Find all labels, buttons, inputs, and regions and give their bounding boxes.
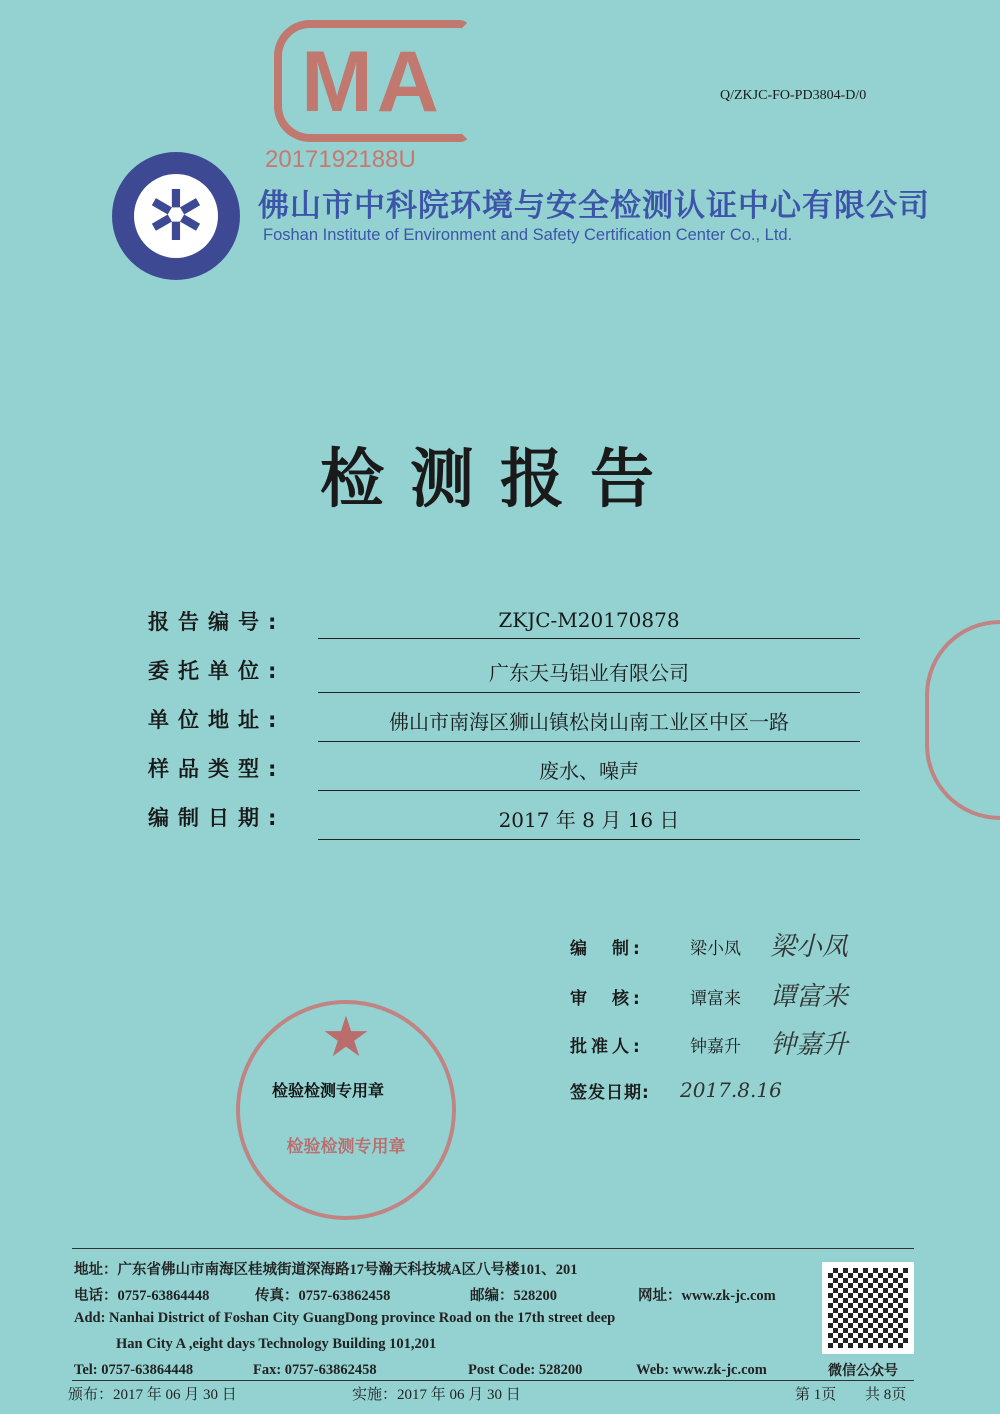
signature-label: 签发日期: <box>570 1083 650 1103</box>
qr-label: 微信公众号 <box>828 1364 898 1379</box>
field-date <box>148 802 860 842</box>
signature-reviewer <box>570 984 870 1014</box>
field-client <box>148 655 860 695</box>
field-label: 单位地址: <box>148 708 286 732</box>
footer-post-cn: 邮编：528200 <box>470 1288 557 1304</box>
official-stamp <box>236 1000 456 1220</box>
footer-address-en-1: Add: Nanhai District of Foshan City GuangDong province Road on the 17th street deep <box>74 1310 616 1326</box>
field-label: 编制日期: <box>148 806 286 830</box>
handwritten-signature: 2017.8.16 <box>680 1078 782 1102</box>
cma-mark: MA <box>274 20 470 142</box>
signature-label: 审 核: <box>570 989 644 1009</box>
footer-address-cn: 地址：广东省佛山市南海区桂城街道深海路17号瀚天科技城A区八号楼101、201 <box>74 1262 578 1278</box>
signature-label: 编 制: <box>570 939 644 959</box>
snowflake-icon: ✲ <box>134 174 218 258</box>
field-value: 废水、噪声 <box>318 755 860 791</box>
footer-post-en: Post Code: 528200 <box>468 1362 583 1378</box>
footer-web-en: Web: www.zk-jc.com <box>636 1362 767 1378</box>
field-value: 佛山市南海区狮山镇松岗山南工业区中区一路 <box>318 706 860 742</box>
handwritten-signature: 梁小凤 <box>770 932 849 962</box>
cma-number: 2017192188U <box>265 146 416 173</box>
field-label: 报告编号: <box>148 610 286 634</box>
signature-name: 钟嘉升 <box>690 1037 741 1057</box>
partial-stamp <box>925 620 1000 820</box>
issued-date: 颁布：2017 年 06 月 30 日 <box>68 1387 237 1403</box>
page-title: 检测报告 <box>320 443 680 517</box>
signature-issue-date <box>570 1078 870 1108</box>
field-label: 样品类型: <box>148 757 286 781</box>
signature-name: 梁小凤 <box>690 939 741 959</box>
divider <box>72 1380 914 1381</box>
footer-tel-en: Tel: 0757-63864448 <box>74 1362 194 1378</box>
handwritten-signature: 谭富来 <box>770 982 849 1012</box>
company-name-en: Foshan Institute of Environment and Safety Certification Center Co., Ltd. <box>263 226 793 244</box>
footer-address-en-2: Han City A ,eight days Technology Building 101,201 <box>116 1336 437 1352</box>
handwritten-signature: 钟嘉升 <box>770 1030 849 1060</box>
effective-date: 实施：2017 年 06 月 30 日 <box>352 1387 521 1403</box>
qr-code <box>822 1262 914 1354</box>
field-label: 委托单位: <box>148 659 286 683</box>
field-sample-type <box>148 753 860 793</box>
field-value: ZKJC-M20170878 <box>318 608 860 639</box>
stamp-label: 检验检测专用章 <box>272 1081 385 1100</box>
footer-fax-cn: 传真：0757-63862458 <box>255 1288 391 1304</box>
field-address <box>148 704 860 744</box>
company-name-cn: 佛山市中科院环境与安全检测认证中心有限公司 <box>258 188 930 224</box>
divider <box>72 1248 914 1249</box>
cas-logo <box>112 152 240 280</box>
field-value: 广东天马铝业有限公司 <box>318 657 860 693</box>
footer-fax-en: Fax: 0757-63862458 <box>253 1362 377 1378</box>
footer-web-cn: 网址：www.zk-jc.com <box>638 1288 776 1304</box>
page-number: 第 1页 <box>795 1387 837 1403</box>
field-report-number <box>148 606 860 646</box>
stamp-text: 检验检测专用章 <box>286 1137 406 1157</box>
star-icon: ★ <box>320 1005 372 1070</box>
page-total: 共 8页 <box>865 1387 907 1403</box>
field-value: 2017 年 8 月 16 日 <box>318 804 860 840</box>
signature-compiler <box>570 934 870 964</box>
signature-label: 批准人: <box>570 1037 644 1057</box>
footer-tel-cn: 电话：0757-63864448 <box>74 1288 210 1304</box>
signature-name: 谭富来 <box>690 989 741 1009</box>
signature-approver <box>570 1032 870 1062</box>
document-code: Q/ZKJC-FO-PD3804-D/0 <box>720 88 867 103</box>
